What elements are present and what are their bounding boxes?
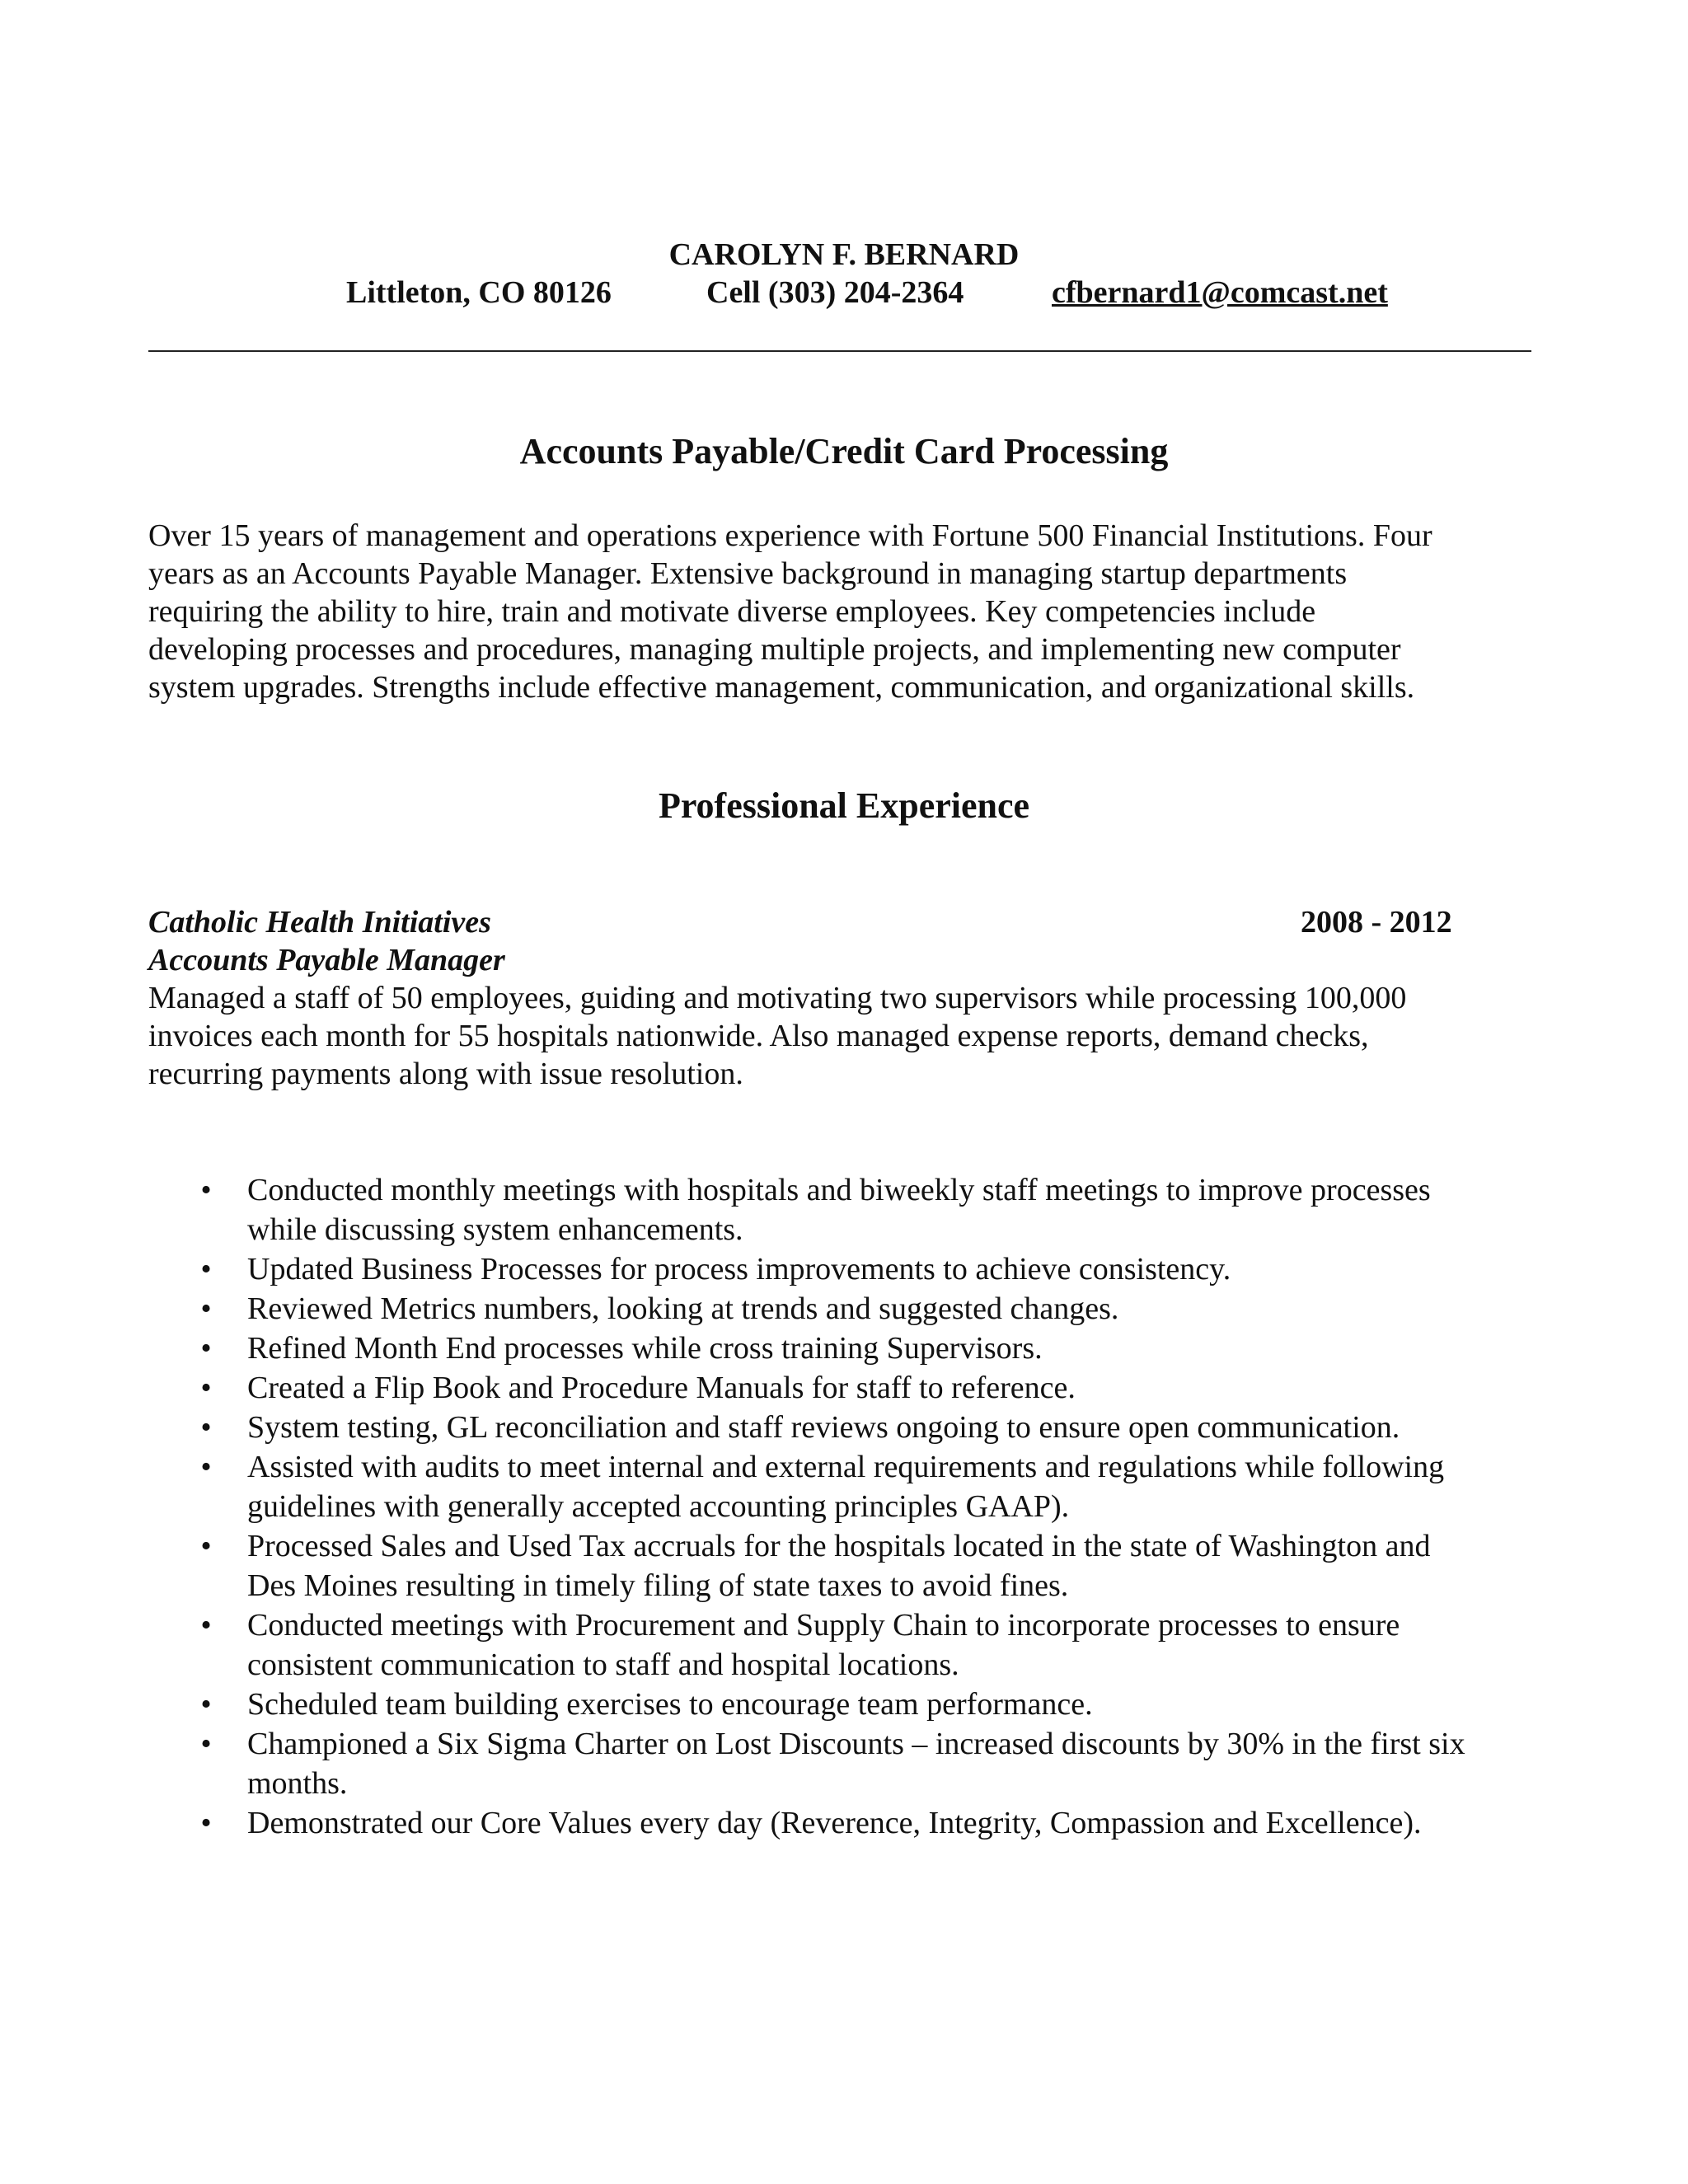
accomplishment-text: Conducted monthly meetings with hospitals and biweekly staff meetings to improve processes <box>247 1173 1431 1207</box>
header-divider <box>148 350 1531 352</box>
bullet-icon: • <box>200 1410 212 1445</box>
accomplishment-item <box>198 1605 1533 1685</box>
accomplishment-text: Created a Flip Book and Procedure Manuals for staff to reference. <box>247 1371 1076 1405</box>
bullet-icon: • <box>200 1331 212 1366</box>
accomplishment-text: Championed a Six Sigma Charter on Lost Discounts – increased discounts by 30% in the first six <box>247 1727 1465 1761</box>
job-dates: 2008 - 2012 <box>1301 905 1452 940</box>
bullet-icon: • <box>200 1727 212 1761</box>
accomplishments-list <box>198 1170 1533 1843</box>
bullet-icon: • <box>200 1291 212 1326</box>
accomplishment-item <box>198 1803 1533 1843</box>
job-description-line: invoices each month for 55 hospitals nationwide. Also managed expense reports, demand checks, <box>148 1019 1369 1053</box>
accomplishment-text: Assisted with audits to meet internal and external requirements and regulations while following <box>247 1450 1445 1484</box>
accomplishment-text: Reviewed Metrics numbers, looking at trends and suggested changes. <box>247 1291 1119 1326</box>
job-title: Accounts Payable Manager <box>148 943 505 977</box>
contact-location: Littleton, CO 80126 <box>346 275 612 310</box>
experience-heading: Professional Experience <box>658 785 1030 826</box>
job-description-line: Managed a staff of 50 employees, guiding and motivating two supervisors while processing 100,000 <box>148 981 1407 1015</box>
bullet-icon: • <box>200 1806 212 1840</box>
accomplishment-text: Des Moines resulting in timely filing of state taxes to avoid fines. <box>247 1568 1069 1603</box>
summary-line: system upgrades. Strengths include effective management, communication, and organizational skills. <box>148 670 1415 705</box>
bullet-icon: • <box>200 1173 212 1207</box>
bullet-icon: • <box>200 1450 212 1484</box>
accomplishment-text: Processed Sales and Used Tax accruals for the hospitals located in the state of Washington and <box>247 1529 1431 1563</box>
job-description-line: recurring payments along with issue resolution. <box>148 1057 743 1091</box>
accomplishment-text: months. <box>247 1766 348 1801</box>
summary-heading: Accounts Payable/Credit Card Processing <box>519 431 1169 471</box>
accomplishment-item <box>198 1408 1533 1447</box>
accomplishment-item <box>198 1685 1533 1724</box>
summary-line: Over 15 years of management and operations experience with Fortune 500 Financial Institutions. Four <box>148 518 1432 553</box>
accomplishment-text: Demonstrated our Core Values every day (Reverence, Integrity, Compassion and Excellence). <box>247 1806 1422 1840</box>
contact-email-link[interactable]: cfbernard1@comcast.net <box>1052 275 1388 310</box>
job-description <box>148 979 1533 1093</box>
accomplishment-text: Conducted meetings with Procurement and Supply Chain to incorporate processes to ensure <box>247 1608 1400 1643</box>
accomplishment-item <box>198 1249 1533 1289</box>
summary-line: years as an Accounts Payable Manager. Extensive background in managing startup departments <box>148 556 1348 591</box>
summary-paragraph <box>148 517 1533 706</box>
bullet-icon: • <box>200 1529 212 1563</box>
accomplishment-text: consistent communication to staff and hospital locations. <box>247 1647 959 1682</box>
bullet-icon: • <box>200 1371 212 1405</box>
accomplishment-item <box>198 1368 1533 1408</box>
accomplishment-text: while discussing system enhancements. <box>247 1212 743 1247</box>
accomplishment-item <box>198 1526 1533 1605</box>
accomplishment-text: Refined Month End processes while cross training Supervisors. <box>247 1331 1043 1366</box>
accomplishment-item <box>198 1170 1533 1249</box>
accomplishment-text: System testing, GL reconciliation and staff reviews ongoing to ensure open communication. <box>247 1410 1400 1445</box>
accomplishment-item <box>198 1329 1533 1368</box>
bullet-icon: • <box>200 1687 212 1722</box>
bullet-icon: • <box>200 1608 212 1643</box>
accomplishment-text: Updated Business Processes for process improvements to achieve consistency. <box>247 1252 1231 1286</box>
accomplishment-item <box>198 1724 1533 1803</box>
accomplishment-item <box>198 1289 1533 1329</box>
summary-line: requiring the ability to hire, train and motivate diverse employees. Key competencies include <box>148 594 1316 629</box>
candidate-name: CAROLYN F. BERNARD <box>668 237 1020 272</box>
bullet-icon: • <box>200 1252 212 1286</box>
accomplishment-text: Scheduled team building exercises to encourage team performance. <box>247 1687 1093 1722</box>
accomplishment-text: guidelines with generally accepted accounting principles GAAP). <box>247 1489 1070 1524</box>
summary-line: developing processes and procedures, managing multiple projects, and implementing new computer <box>148 632 1401 667</box>
job-company: Catholic Health Initiatives <box>148 905 491 940</box>
accomplishment-item <box>198 1447 1533 1526</box>
contact-phone: Cell (303) 204-2364 <box>706 275 964 310</box>
